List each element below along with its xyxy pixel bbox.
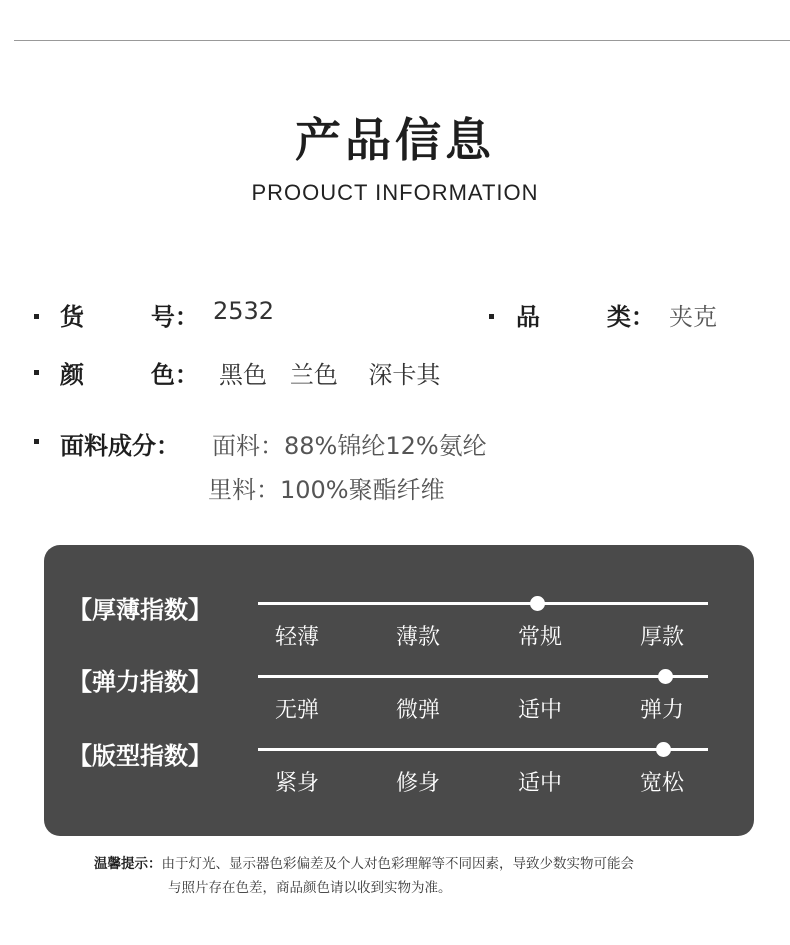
item-no-value: 2532 (213, 297, 275, 325)
fit-index-title: 【版型指数】 (68, 742, 212, 770)
note-label: 温馨提示： (94, 856, 162, 872)
bullet-icon (34, 439, 39, 444)
disclaimer-note (94, 852, 734, 900)
elasticity-option: 微弹 (395, 698, 440, 723)
fabric-lining: 里料：100%聚酯纤维 (208, 476, 445, 504)
elasticity-option: 无弹 (274, 698, 319, 723)
elasticity-index-title: 【弹力指数】 (68, 668, 212, 696)
page-title: 产品信息 (295, 113, 495, 167)
color-value: 黑色 兰色 深卡其 (219, 361, 441, 389)
fit-option: 修身 (395, 771, 440, 796)
thickness-option: 常规 (517, 625, 562, 650)
bullet-icon (34, 370, 39, 375)
category-value: 夹克 (669, 303, 717, 331)
item-no-label: 货 号： (60, 303, 199, 331)
category-label: 品 类： (516, 303, 655, 331)
thickness-option: 轻薄 (274, 625, 319, 650)
fit-index-marker (656, 742, 671, 757)
thickness-option: 厚款 (639, 625, 684, 650)
note-line-2: 与照片存在色差，商品颜色请以收到实物为准。 (168, 880, 452, 896)
fabric-label: 面料成分： (60, 432, 180, 460)
elasticity-index-track (258, 675, 708, 678)
elasticity-index-marker (658, 669, 673, 684)
bullet-icon (34, 314, 39, 319)
color-label: 颜 色： (60, 361, 199, 389)
thickness-index-marker (530, 596, 545, 611)
fit-option: 紧身 (274, 771, 319, 796)
fit-option: 适中 (517, 771, 562, 796)
top-divider (14, 40, 790, 41)
fit-index-track (258, 748, 708, 751)
fabric-outer: 面料：88%锦纶12%氨纶 (212, 432, 487, 460)
page-subtitle: PROOUCT INFORMATION (251, 180, 539, 205)
thickness-index-track (258, 602, 708, 605)
fit-option: 宽松 (639, 771, 684, 796)
elasticity-option: 弹力 (639, 698, 684, 723)
bullet-icon (489, 314, 494, 319)
note-line-1: 由于灯光、显示器色彩偏差及个人对色彩理解等不同因素，导致少数实物可能会 (161, 856, 634, 872)
thickness-option: 薄款 (395, 625, 440, 650)
thickness-index-title: 【厚薄指数】 (68, 596, 212, 624)
elasticity-option: 适中 (517, 698, 562, 723)
